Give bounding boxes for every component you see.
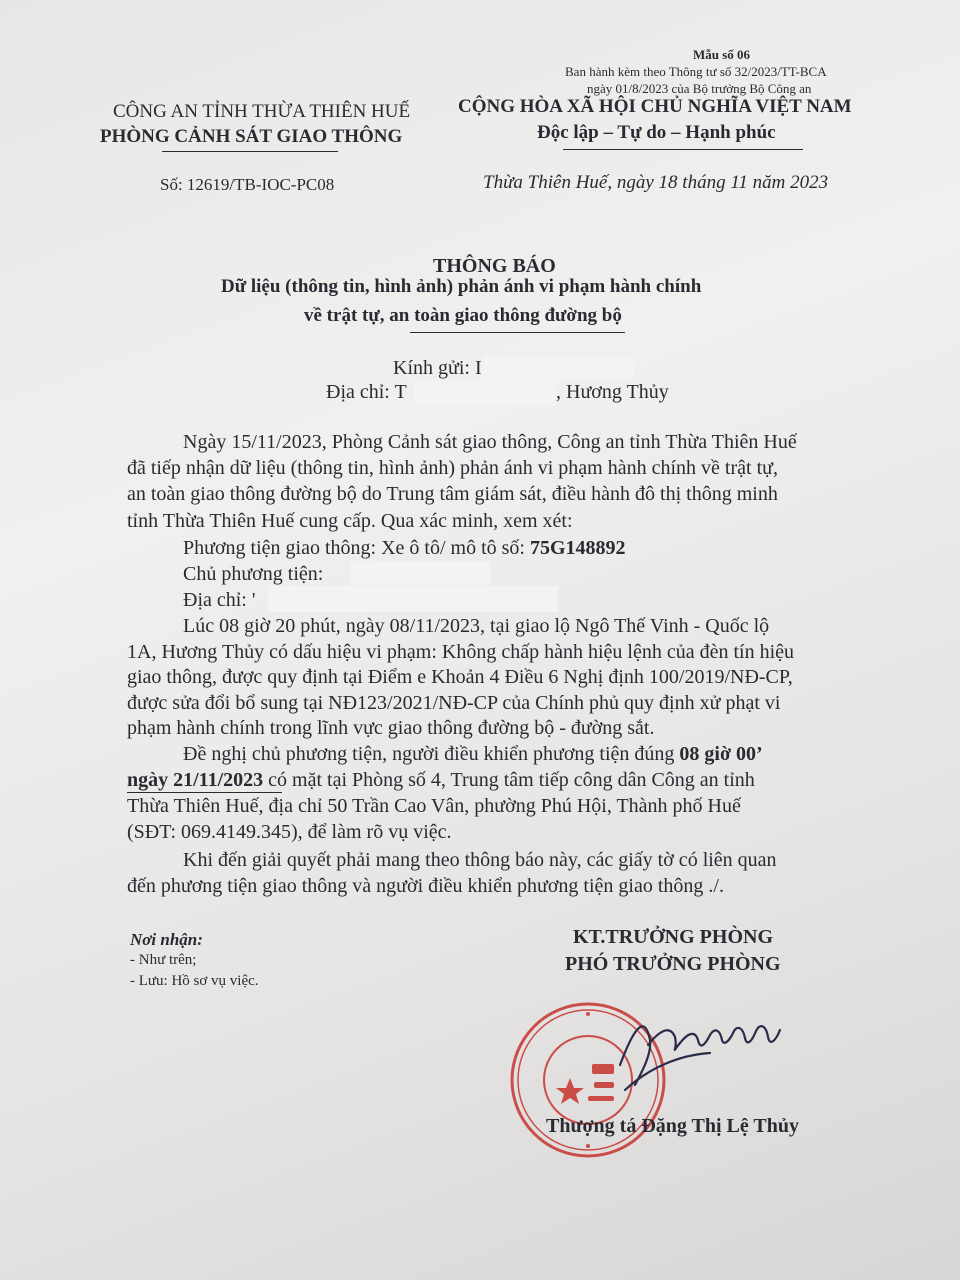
- handwritten-signature: [600, 995, 790, 1095]
- appointment-time: 08 giờ 00’: [679, 743, 763, 765]
- form-number: Mẫu số 06: [693, 47, 751, 62]
- body-p3-line2-text: có mặt tại Phòng số 4, Trung tâm tiếp công dân Công an tỉnh: [263, 769, 755, 791]
- appointment-date-underline: [127, 792, 282, 793]
- body-p4-line2: đến phương tiện giao thông và người điều khiển phương tiện giao thông ./.: [127, 875, 724, 897]
- recipients-label: Nơi nhận:: [130, 930, 203, 949]
- vehicle-line: [183, 537, 626, 560]
- recipients-item-1: - Như trên;: [130, 952, 197, 968]
- recipient-address-district: , Hương Thủy: [556, 381, 669, 403]
- form-issued-line2: ngày 01/8/2023 của Bộ trưởng Bộ Công an: [587, 81, 812, 96]
- form-issued-line1: Ban hành kèm theo Thông tư số 32/2023/TT-BCA: [565, 64, 827, 79]
- body-p2-line1: Lúc 08 giờ 20 phút, ngày 08/11/2023, tại giao lộ Ngô Thế Vinh - Quốc lộ: [183, 615, 770, 637]
- document-subject-line1: Dữ liệu (thông tin, hình ảnh) phản ánh vi phạm hành chính: [221, 276, 702, 297]
- body-p3-line2: [127, 769, 755, 792]
- body-p3-line1-text: Đề nghị chủ phương tiện, người điều khiển phương tiện đúng: [183, 743, 680, 765]
- body-p1-line4: tỉnh Thừa Thiên Huế cung cấp. Qua xác minh, xem xét:: [127, 510, 573, 532]
- body-p2-line3: giao thông, được quy định tại Điểm e Khoản 4 Điều 6 Nghị định 100/2019/NĐ-CP,: [127, 666, 793, 688]
- vehicle-label: Phương tiện giao thông: Xe ô tô/ mô tô số:: [183, 537, 530, 559]
- national-title: CỘNG HÒA XÃ HỘI CHỦ NGHĨA VIỆT NAM: [458, 96, 852, 117]
- department-underline: [162, 151, 338, 152]
- body-p2-line4: được sửa đổi bổ sung tại NĐ123/2021/NĐ-CP của Chính phủ quy định xử phạt vi: [127, 692, 781, 714]
- issuer-agency: CÔNG AN TỈNH THỪA THIÊN HUẾ: [113, 101, 411, 122]
- signer-title-2: PHÓ TRƯỞNG PHÒNG: [565, 953, 781, 975]
- body-p4-line1: Khi đến giải quyết phải mang theo thông báo này, các giấy tờ có liên quan: [183, 849, 777, 871]
- recipient-address: Địa chỉ: T: [326, 381, 407, 403]
- redacted-recipient-address: [414, 380, 556, 406]
- recipient-to: Kính gửi: I: [393, 357, 482, 379]
- body-p3-line4: (SĐT: 069.4149.345), để làm rõ vụ việc.: [127, 821, 452, 843]
- body-p1-line3: an toàn giao thông đường bộ do Trung tâm giám sát, điều hành đô thị thông minh: [127, 483, 778, 505]
- body-p1-line1: Ngày 15/11/2023, Phòng Cảnh sát giao thông, Công an tỉnh Thừa Thiên Huế: [183, 431, 797, 453]
- vehicle-plate: 75G148892: [529, 537, 626, 559]
- national-motto: Độc lập – Tự do – Hạnh phúc: [537, 122, 776, 143]
- redacted-owner-name: [350, 561, 490, 585]
- document-number: Số: 12619/TB-IOC-PC08: [160, 175, 335, 194]
- issuer-department: PHÒNG CẢNH SÁT GIAO THÔNG: [100, 126, 403, 147]
- body-p3-line3: Thừa Thiên Huế, địa chỉ 50 Trần Cao Vân, phường Phú Hội, Thành phố Huế: [127, 795, 741, 817]
- body-p1-line2: đã tiếp nhận dữ liệu (thông tin, hình ảnh) phản ánh vi phạm hành chính về trật tự,: [127, 457, 778, 479]
- appointment-date: ngày 21/11/2023: [127, 769, 264, 791]
- motto-underline: [563, 149, 803, 150]
- signer-title-1: KT.TRƯỞNG PHÒNG: [573, 926, 773, 948]
- owner-label: Chủ phương tiện:: [183, 563, 324, 585]
- body-p3-line1: [183, 743, 763, 766]
- recipients-item-2: - Lưu: Hồ sơ vụ việc.: [130, 973, 259, 989]
- body-p2-line2: 1A, Hương Thủy có dấu hiệu vi phạm: Không chấp hành hiệu lệnh của đèn tín hiệu: [127, 641, 795, 663]
- redacted-owner-address: [268, 586, 558, 612]
- subject-underline: [410, 332, 625, 333]
- document-subject-line2: về trật tự, an toàn giao thông đường bộ: [304, 305, 622, 326]
- redacted-recipient-name: [484, 356, 634, 380]
- document-heading: THÔNG BÁO: [433, 255, 556, 277]
- place-date: Thừa Thiên Huế, ngày 18 tháng 11 năm 2023: [483, 172, 829, 193]
- body-p2-line5: phạm hành chính trong lĩnh vực giao thông đường bộ - đường sắt.: [127, 717, 655, 739]
- owner-address-label: Địa chỉ: ': [183, 589, 256, 611]
- signer-name: Thượng tá Đặng Thị Lệ Thủy: [546, 1115, 799, 1137]
